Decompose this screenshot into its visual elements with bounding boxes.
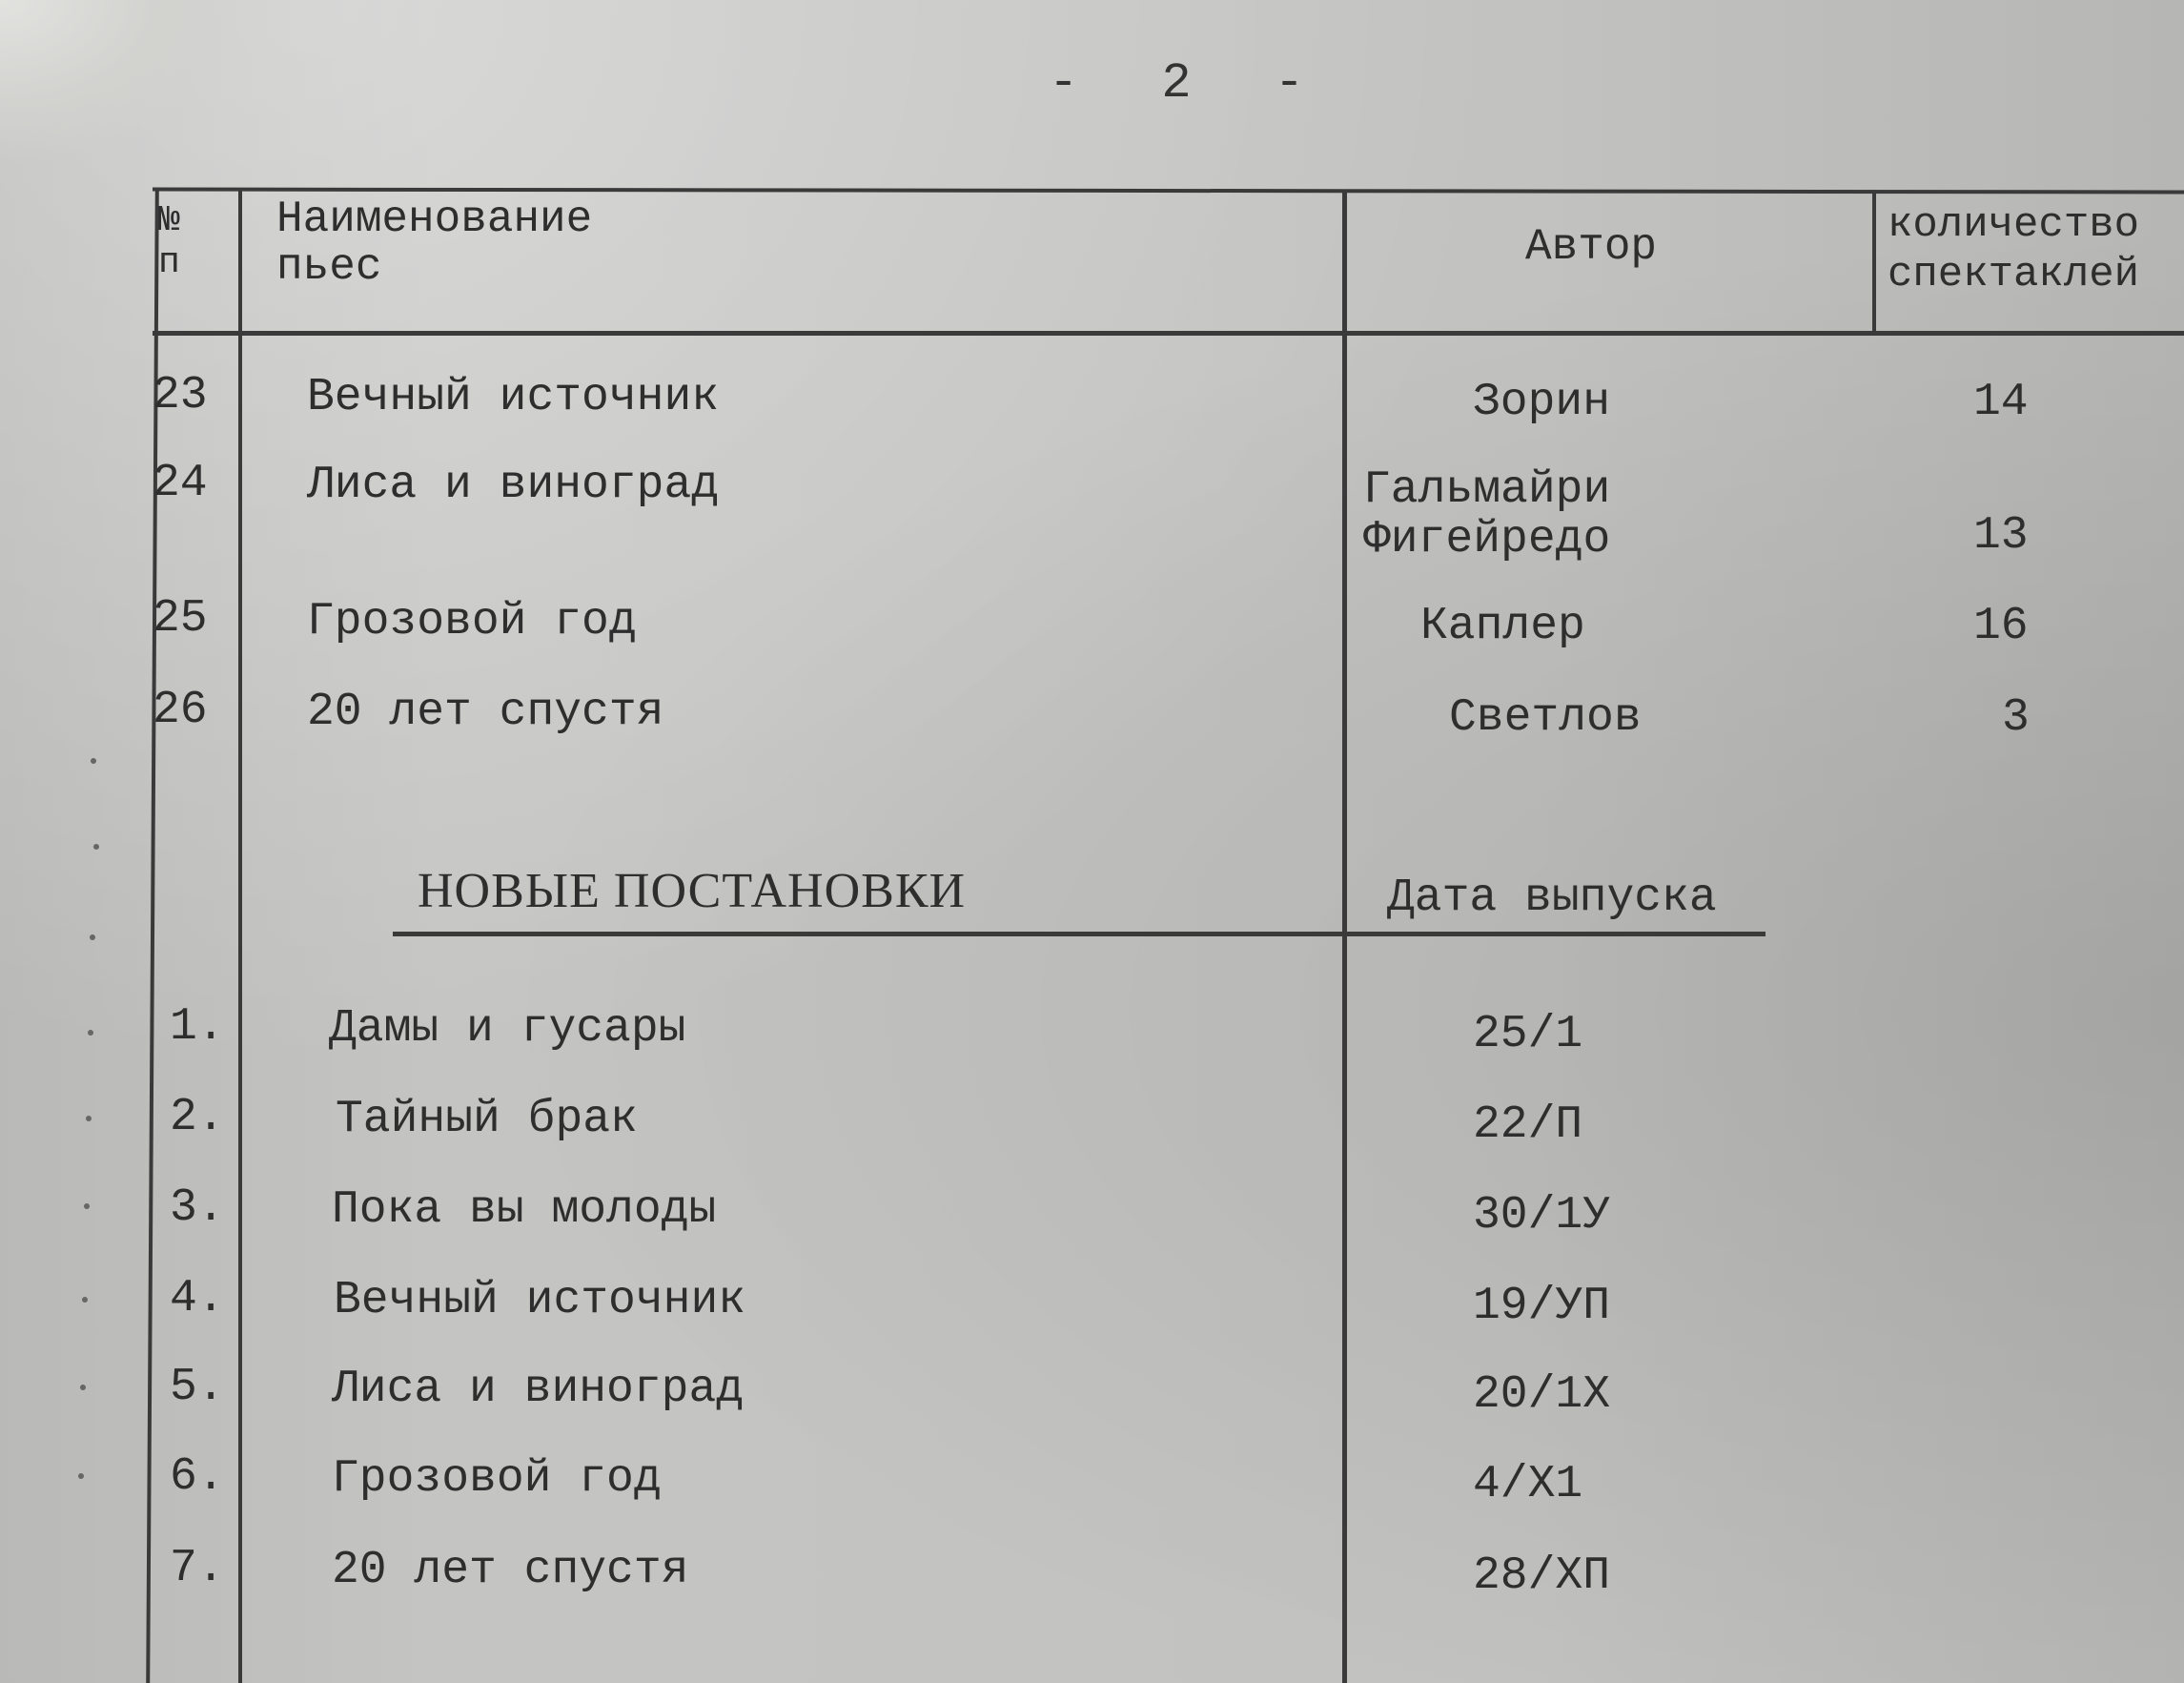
play-author: Каплер — [1420, 601, 1585, 652]
new-item-num: 4. — [170, 1273, 225, 1324]
play-author: Гальмайри Фигейредо — [1363, 464, 1611, 565]
margin-speck — [80, 1385, 86, 1390]
play-title: Лиса и виноград — [307, 460, 720, 511]
new-item-num: 1. — [170, 1001, 225, 1053]
play-count: 13 — [1973, 510, 2029, 562]
margin-speck — [90, 934, 95, 940]
header-bottom-rule — [153, 331, 2184, 336]
section-date-label: Дата выпуска — [1387, 872, 1717, 924]
play-title: Грозовой год — [307, 596, 637, 647]
margin-speck — [93, 844, 99, 850]
new-item-date: 19/УП — [1473, 1281, 1611, 1332]
margin-speck — [88, 1030, 93, 1036]
play-num: 24 — [153, 458, 208, 509]
new-item-date: 28/ХП — [1473, 1550, 1611, 1602]
new-item-date: 20/1Х — [1473, 1369, 1611, 1421]
header-num-label: № п — [158, 200, 180, 283]
play-author: Зорин — [1473, 377, 1611, 428]
new-item-num: 2. — [170, 1092, 225, 1143]
play-title: Вечный источник — [307, 372, 720, 423]
margin-speck — [78, 1473, 84, 1479]
page-number: - 2 - — [1049, 55, 1332, 112]
new-item-title: 20 лет спустя — [332, 1545, 689, 1596]
section-heading: НОВЫЕ ПОСТАНОВКИ — [418, 864, 967, 918]
play-count: 16 — [1973, 601, 2029, 652]
new-item-num: 3. — [170, 1182, 225, 1234]
new-item-title: Пока вы молоды — [332, 1184, 717, 1236]
play-title: 20 лет спустя — [307, 687, 664, 738]
new-item-title: Лиса и виноград — [332, 1364, 745, 1415]
section-underline — [393, 932, 1766, 936]
new-item-title: Вечный источник — [334, 1275, 746, 1326]
header-title-label: Наименование пьес — [276, 195, 593, 292]
new-item-title: Тайный брак — [336, 1094, 638, 1145]
header-author-label: Автор — [1525, 222, 1658, 272]
margin-speck — [86, 1116, 92, 1121]
new-item-title: Грозовой год — [332, 1453, 662, 1505]
margin-speck — [82, 1297, 88, 1303]
column-rule-num — [238, 191, 242, 1683]
play-num: 26 — [153, 685, 208, 736]
play-num: 23 — [153, 370, 208, 421]
header-count-label: количество спектаклей — [1888, 201, 2140, 298]
margin-speck — [84, 1203, 90, 1209]
play-author: Светлов — [1449, 692, 1642, 744]
new-item-title: Дамы и гусары — [329, 1003, 686, 1055]
play-count: 3 — [2002, 692, 2030, 744]
new-item-num: 6. — [170, 1451, 225, 1503]
play-num: 25 — [153, 593, 208, 645]
new-item-date: 22/П — [1473, 1099, 1583, 1151]
new-item-num: 5. — [170, 1362, 225, 1413]
play-count: 14 — [1973, 377, 2029, 428]
column-rule-author — [1342, 191, 1347, 1683]
column-rule-count — [1872, 191, 1876, 336]
page-fold-shadow — [0, 0, 248, 162]
table-top-rule — [153, 188, 2184, 195]
margin-speck — [91, 758, 96, 764]
new-item-num: 7. — [170, 1543, 225, 1594]
new-item-date: 25/1 — [1473, 1009, 1583, 1060]
new-item-date: 30/1У — [1473, 1190, 1611, 1242]
new-item-date: 4/Х1 — [1473, 1459, 1583, 1510]
